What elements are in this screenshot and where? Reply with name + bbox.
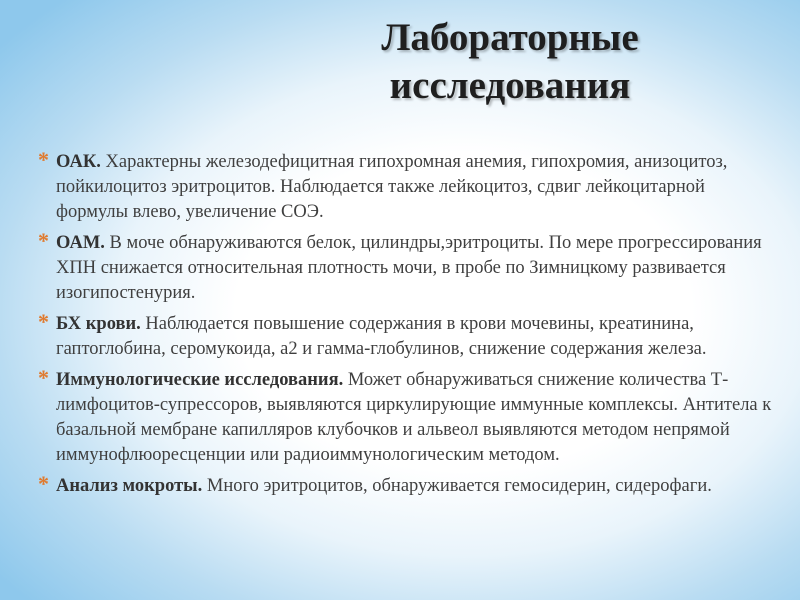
bullet-item-bx-blood [38,309,778,362]
bullet-text: В моче обнаруживаются белок, цилиндры,эритроциты. По мере прогрессирования ХПН снижается относительная плотность мочи, в пробе по Зимницкому развивается изогипостенурия. [56,233,762,303]
bullet-item-immunology [38,365,778,468]
bullet-asterisk-icon: * [38,365,49,390]
bullet-lead: ОАМ. [56,233,105,253]
bullet-text: Характерны железодефицитная гипохромная анемия, гипохромия, анизоцитоз, пойкилоцитоз эритроцитов. Наблюдается также лейкоцитоз, сдвиг лейкоцитарной формулы влево, увеличение СОЭ. [56,152,728,222]
bullet-item-oam [38,228,778,306]
bullet-text: Может обнаруживаться снижение количества Т-лимфоцитов-супрессоров, выявляются циркулирующие иммунные комплексы. Антитела к базальной мембране капилляров клубочков и альвеол выявляются методом непрямой иммунофлюоресценции или радиоиммунологическим методом. [56,370,772,465]
bullet-item-oak [38,147,778,225]
bullet-lead: Иммунологические исследования. [56,370,344,390]
bullet-lead: БХ крови. [56,314,141,334]
bullet-lead: Анализ мокроты. [56,476,203,496]
title-line-2: исследования [389,64,631,107]
bullet-asterisk-icon: * [38,309,49,334]
bullet-lead: ОАК. [56,152,101,172]
bullet-text: Много эритроцитов, обнаруживается гемосидерин, сидерофаги. [202,476,712,496]
bullet-asterisk-icon: * [38,147,49,172]
bullet-asterisk-icon: * [38,228,49,253]
bullet-list [38,147,778,505]
title-line-1: Лабораторные [381,16,639,59]
bullet-item-sputum [38,471,778,499]
bullet-text: Наблюдается повышение содержания в крови мочевины, креатинина, гаптоглобина, серомукоида, а2 и гамма-глобулинов, снижение содержания железа. [56,314,707,359]
bullet-asterisk-icon: * [38,471,49,496]
slide-title [330,14,690,110]
